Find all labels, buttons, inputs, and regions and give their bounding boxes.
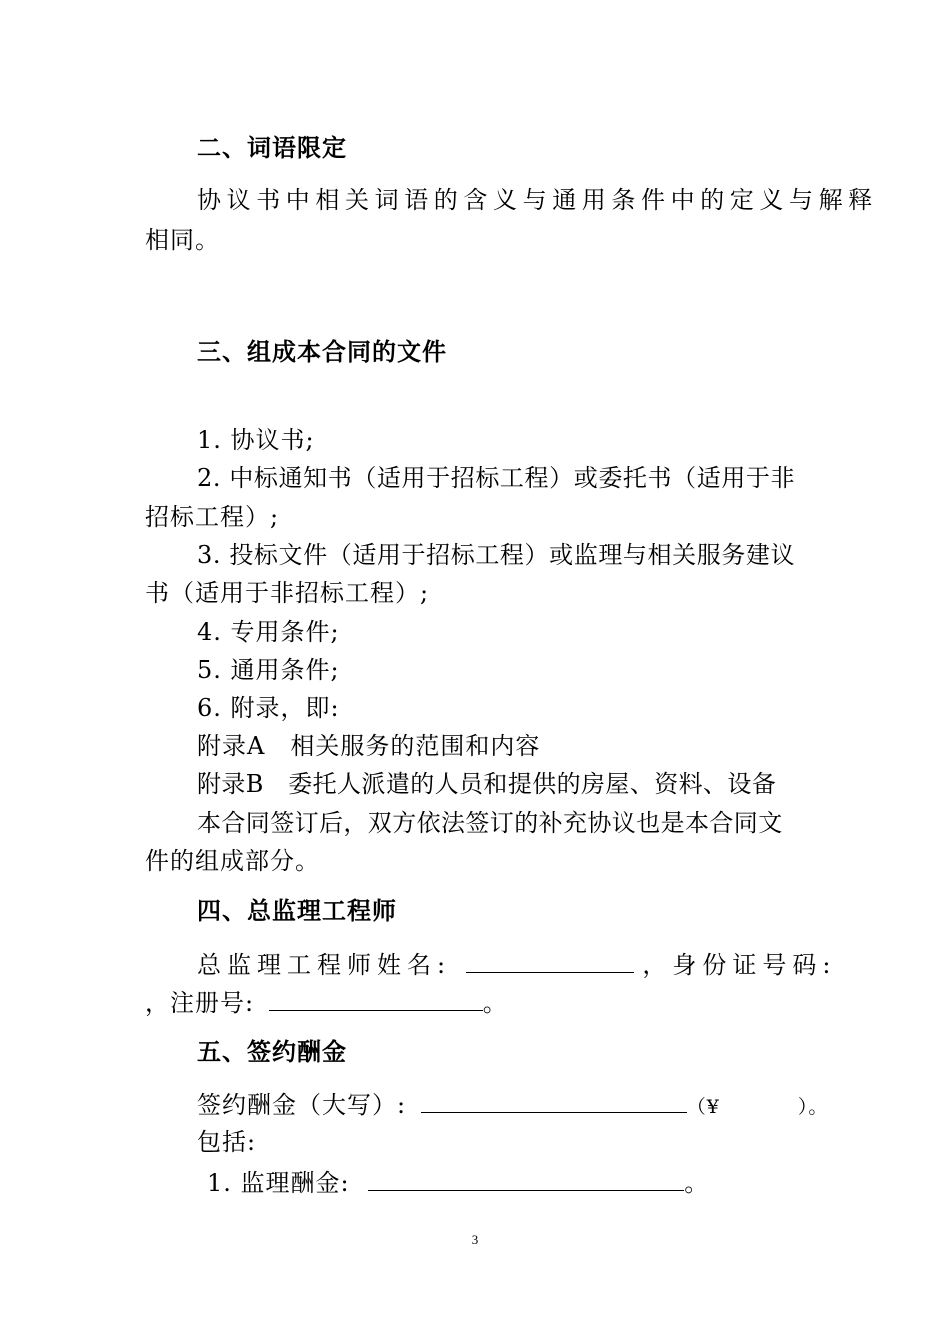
yen-close: ）。 [797,1096,829,1118]
list-item: 6. 附录，即: [197,694,340,722]
section-heading-5: 五、签约酬金 [197,1038,347,1066]
paragraph-line: 协议书中相关词语的含义与通用条件中的定义与解释 [197,186,878,214]
list-item: 3. 投标文件（适用于招标工程）或监理与相关服务建议 [197,541,796,569]
section-heading-2: 二、词语限定 [197,134,347,162]
fee-item-label: 1. 监理酬金: [207,1169,350,1197]
fee-label: 签约酬金（大写）: [197,1091,407,1119]
section-heading-4: 四、总监理工程师 [197,897,397,925]
fee-item-suffix: 。 [684,1169,710,1197]
list-item: 书（适用于非招标工程）; [145,579,430,607]
fee-item-line [207,1166,709,1198]
list-item: 4. 专用条件; [197,618,340,646]
list-item: 2. 中标通知书（适用于招标工程）或委托书（适用于非 [197,464,796,492]
include-label: 包括: [197,1128,257,1156]
id-label: ，身份证号码: [642,951,837,979]
paragraph-line: 件的组成部分。 [145,847,320,875]
list-item: 5. 通用条件; [197,656,340,684]
reg-suffix: 。 [482,989,508,1017]
paragraph-line: 本合同签订后，双方依法签订的补充协议也是本合同文 [197,809,783,837]
reg-label: ，注册号: [145,989,255,1017]
fee-blank [421,1088,687,1113]
paragraph-line: 相同。 [145,226,220,254]
registration-line [145,986,508,1018]
list-item: 招标工程）; [145,503,280,531]
list-item: 附录A 相关服务的范围和内容 [197,732,541,760]
reg-blank [269,986,483,1011]
section-heading-3: 三、组成本合同的文件 [197,338,447,366]
yen-open: （¥ [686,1096,720,1118]
list-item: 1. 协议书; [197,426,315,454]
fee-line [197,1088,828,1122]
chief-engineer-line [197,948,836,980]
fee-item-blank [368,1166,684,1191]
name-blank [466,948,634,973]
page-number: 3 [471,1232,479,1247]
list-item: 附录B 委托人派遣的人员和提供的房屋、资料、设备 [197,770,777,798]
name-label: 总监理工程师姓名: [197,951,452,979]
